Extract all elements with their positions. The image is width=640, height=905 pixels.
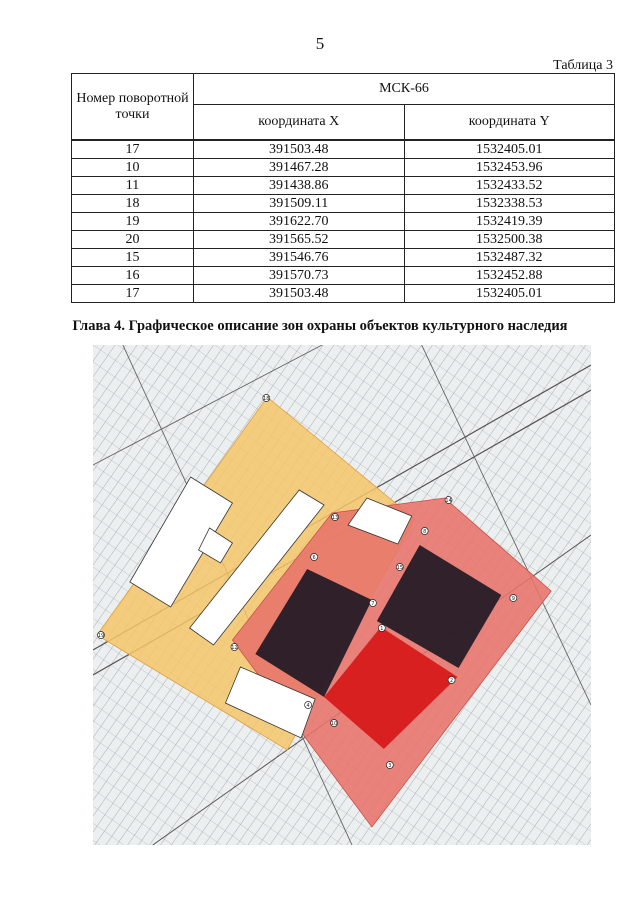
point-label: 6 <box>312 554 316 562</box>
cell-x: 391503.48 <box>194 140 405 159</box>
point-label: 19 <box>97 632 105 640</box>
cell-point: 15 <box>72 249 194 267</box>
table-row <box>72 285 615 303</box>
cell-x: 391546.76 <box>194 249 405 267</box>
point-marker <box>386 762 393 770</box>
point-label: 3 <box>388 762 392 770</box>
point-label: 9 <box>511 595 515 603</box>
point-marker <box>231 644 238 652</box>
table-row <box>72 195 615 213</box>
point-marker <box>510 595 517 603</box>
point-marker <box>263 395 270 403</box>
table-row <box>72 213 615 231</box>
cell-point: 19 <box>72 213 194 231</box>
point-marker <box>311 554 318 562</box>
point-marker <box>421 528 428 536</box>
header-y-coordinate: координата Y <box>404 105 615 141</box>
point-label: 1 <box>380 625 384 633</box>
table-row <box>72 231 615 249</box>
cell-point: 17 <box>72 285 194 303</box>
point-marker <box>378 625 385 633</box>
table-caption: Таблица 3 <box>553 58 613 73</box>
header-coordinate-system: МСК-66 <box>194 74 615 105</box>
cell-y: 1532500.38 <box>404 231 615 249</box>
cell-y: 1532487.32 <box>404 249 615 267</box>
point-label: 14 <box>445 497 452 505</box>
coordinates-table <box>71 73 615 303</box>
point-label: 13 <box>331 514 339 522</box>
point-label: 15 <box>396 564 403 572</box>
cell-x: 391565.52 <box>194 231 405 249</box>
map-svg <box>93 345 591 845</box>
point-marker <box>396 564 403 572</box>
cell-point: 17 <box>72 140 194 159</box>
cell-y: 1532433.52 <box>404 177 615 195</box>
point-marker <box>331 720 338 728</box>
point-label: 18 <box>263 395 270 403</box>
point-marker <box>97 632 104 640</box>
point-label: 10 <box>330 720 338 728</box>
cell-y: 1532338.53 <box>404 195 615 213</box>
chapter-title: Глава 4. Графическое описание зон охраны объектов культурного наследия <box>72 318 568 334</box>
cell-y: 1532405.01 <box>404 140 615 159</box>
cell-y: 1532405.01 <box>404 285 615 303</box>
cell-point: 18 <box>72 195 194 213</box>
point-marker <box>305 702 312 710</box>
point-marker <box>332 514 339 522</box>
point-marker <box>369 600 376 608</box>
cell-point: 16 <box>72 267 194 285</box>
table-row <box>72 267 615 285</box>
table-row <box>72 249 615 267</box>
table-row <box>72 159 615 177</box>
cell-y: 1532453.96 <box>404 159 615 177</box>
cell-y: 1532419.39 <box>404 213 615 231</box>
cell-point: 11 <box>72 177 194 195</box>
point-label: 2 <box>449 677 454 685</box>
cell-x: 391570.73 <box>194 267 405 285</box>
point-label: 12 <box>231 644 238 652</box>
point-marker <box>445 497 452 505</box>
point-label: 4 <box>306 702 310 710</box>
point-marker <box>448 677 455 685</box>
cell-y: 1532452.88 <box>404 267 615 285</box>
cell-x: 391503.48 <box>194 285 405 303</box>
protection-zones-map <box>93 345 591 845</box>
cell-point: 10 <box>72 159 194 177</box>
point-label: 7 <box>371 600 375 608</box>
header-x-coordinate: координата X <box>194 105 405 141</box>
table-row <box>72 177 615 195</box>
point-label: 8 <box>423 528 427 536</box>
cell-x: 391438.86 <box>194 177 405 195</box>
cell-x: 391509.11 <box>194 195 405 213</box>
header-point-number: Номер поворотной точки <box>72 74 194 141</box>
cell-point: 20 <box>72 231 194 249</box>
page-number: 5 <box>315 34 325 53</box>
cell-x: 391467.28 <box>194 159 405 177</box>
table-row <box>72 140 615 159</box>
cell-x: 391622.70 <box>194 213 405 231</box>
